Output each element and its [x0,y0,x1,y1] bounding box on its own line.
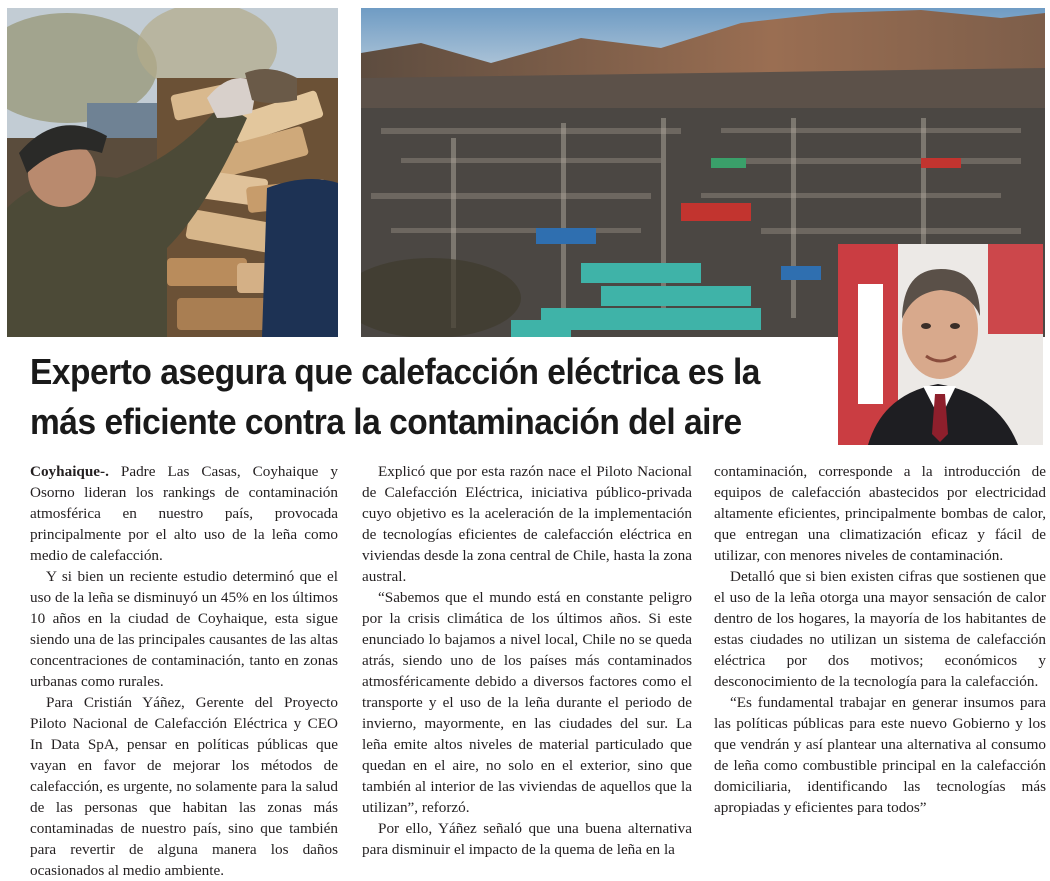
article-column-3 [714,461,1046,818]
paragraph [30,461,338,566]
article-column-1 [30,461,338,881]
article-column-2 [362,461,692,860]
paragraph-text: Padre Las Casas, Coyhaique y Osorno lideran los rankings de contaminación atmosférica en nuestro país, provocada principalmente por el alto uso de la leña como medio de calefacción. [30,463,338,564]
firewood-illustration [7,8,338,337]
portrait-photo [838,244,1043,445]
portrait-illustration [838,244,1043,445]
paragraph: contaminación, corresponde a la introducción de equipos de calefacción abastecidos por electricidad altamente eficientes, principalmente bombas de calor, que entregan una climatización eficaz y fácil de utilizar, con menores niveles de contaminación. [714,463,1046,564]
paragraph: Para Cristián Yáñez, Gerente del Proyecto Piloto Nacional de Calefacción Eléctrica y CEO In Data SpA, pensar en políticas públicas que vayan en favor de mejorar los métodos de calefacción, es urgente, no solamente para la salud de las personas que habitan las zonas más contaminadas de nuestro país, sino que también para revertir de alguna manera los daños ocasionados al medio ambiente. [30,694,338,879]
paragraph: Detalló que si bien existen cifras que sostienen que el uso de la leña otorga una mayor sensación de calor dentro de los hogares, la mayoría de los habitantes de estas ciudades no utilizan un sistema de calefacción eléctrica por dos motivos; económicos y desconocimiento de la tecnología para la calefacción. [714,568,1046,690]
paragraph: “Sabemos que el mundo está en constante peligro por la crisis climática de los últimos años. Si este enunciado lo bajamos a nivel local, Chile no se queda atrás, siendo uno de los países más contaminados atmosféricamente debido a diversos factores como el transporte y el uso de la leña durante el periodo de invierno, mayormente, en las ciudades del sur. La leña emite altos niveles de material particulado que quedan en el aire, no solo en el exterior, sino que también al interior de las viviendas de aquellos que la utilizan”, reforzó. [362,589,692,816]
headline-line-1: Experto asegura que calefacción eléctrica es la [30,351,760,392]
firewood-photo [7,8,338,337]
paragraph: Y si bien un reciente estudio determinó que el uso de la leña se disminuyó un 45% en los últimos 10 años en la ciudad de Coyhaique, esta sigue siendo una de las principales causantes de las altas concentraciones de contaminación, tanto en zonas urbanas como rurales. [30,568,338,690]
headline [30,347,774,447]
paragraph: Por ello, Yáñez señaló que una buena alternativa para disminuir el impacto de la quema de leña en la [362,820,692,858]
paragraph: “Es fundamental trabajar en generar insumos para las políticas públicas para este nuevo Gobierno y los que vendrán y así plantear una alternativa al consumo de leña como combustible principal en la calefacción domiciliaria, identificando las tecnologías más apropiadas y eficientes para todos” [714,694,1046,816]
dateline: Coyhaique-. [30,463,109,480]
paragraph: Explicó que por esta razón nace el Piloto Nacional de Calefacción Eléctrica, iniciativa público-privada cuyo objetivo es la aceleración de la implementación de tecnologías eficientes de calefacción eléctrica en viviendas desde la zona central de Chile, hasta la zona austral. [362,463,692,585]
headline-line-2: más eficiente contra la contaminación del aire [30,401,742,442]
